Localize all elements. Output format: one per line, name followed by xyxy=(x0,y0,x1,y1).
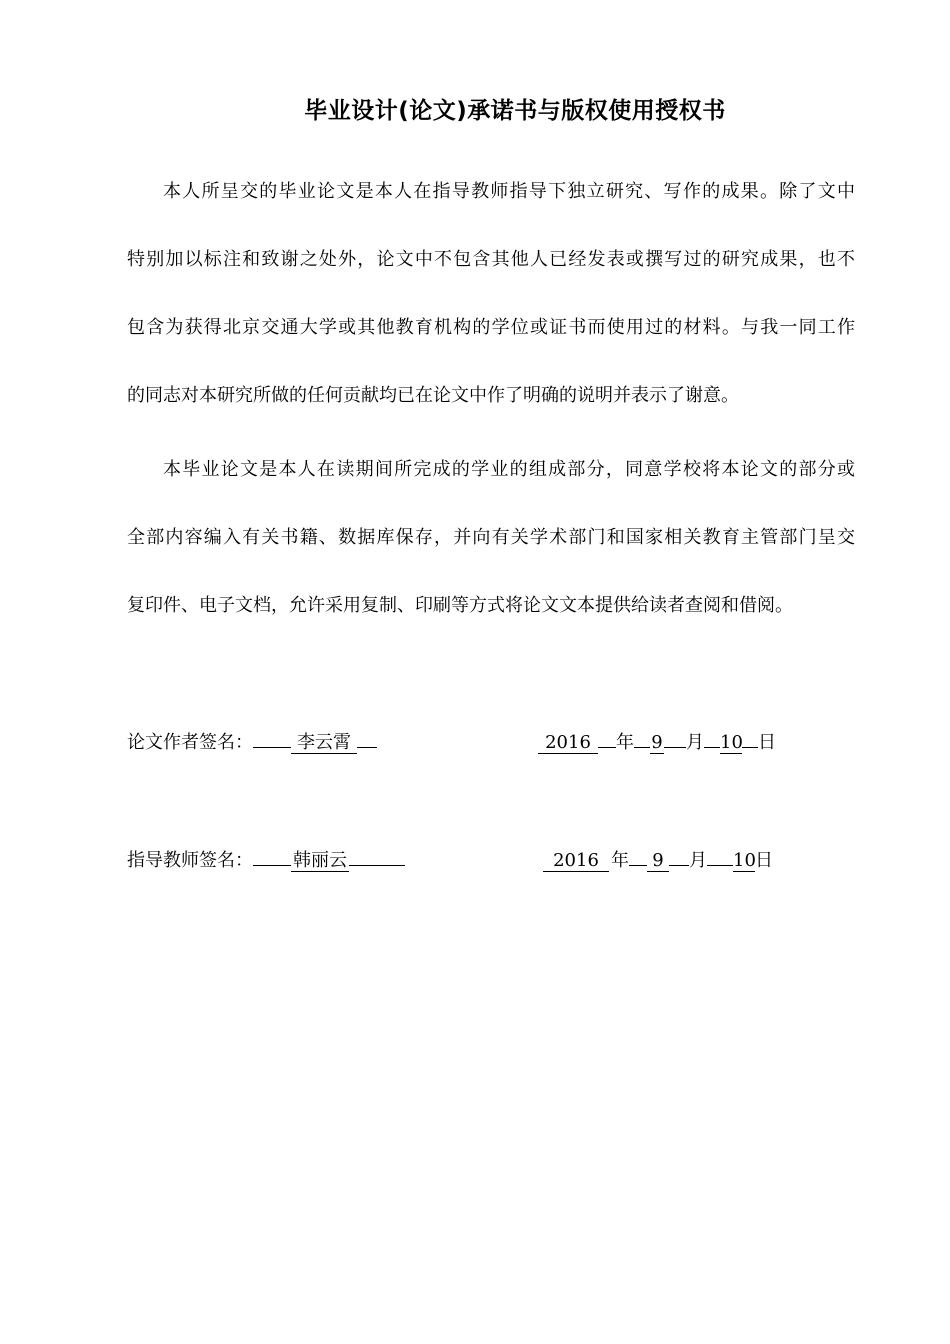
paragraph-line: 全部内容编入有关书籍、数据库保存，并向有关学术部门和国家相关教育主管部门呈交 xyxy=(127,527,855,548)
paragraph-line: 的同志对本研究所做的任何贡献均已在论文中作了明确的说明并表示了谢意。 xyxy=(127,385,739,406)
month-unit: 月 xyxy=(686,732,704,753)
paragraph-line: 本毕业论文是本人在读期间所完成的学业的组成部分，同意学校将本论文的部分或 xyxy=(163,459,855,480)
advisor-date-month: 9 xyxy=(647,851,669,872)
month-unit: 月 xyxy=(689,850,707,871)
signature-underline xyxy=(598,747,616,748)
author-signature-date xyxy=(538,728,776,754)
signature-underline xyxy=(349,865,405,866)
author-date-month: 9 xyxy=(651,732,663,753)
day-unit: 日 xyxy=(755,850,773,871)
advisor-signature-row xyxy=(127,846,405,872)
paragraph-line: 包含为获得北京交通大学或其他教育机构的学位或证书而使用过的材料。与我一同工作 xyxy=(127,317,855,338)
signature-underline xyxy=(704,747,720,748)
advisor-date-year: 2016 xyxy=(543,851,609,872)
advisor-date-day: 10 xyxy=(733,850,756,871)
advisor-signature-date xyxy=(543,846,773,872)
author-signature-label: 论文作者签名： xyxy=(127,732,253,753)
signature-underline xyxy=(634,747,650,748)
advisor-signature-name: 韩丽云 xyxy=(293,850,347,871)
page-title: 毕业设计(论文)承诺书与版权使用授权书 xyxy=(304,98,726,124)
signature-underline xyxy=(742,747,758,748)
paragraph-line: 本人所呈交的毕业论文是本人在指导教师指导下独立研究、写作的成果。除了文中 xyxy=(163,181,855,202)
commitment-paragraph xyxy=(127,158,855,430)
author-date-year: 2016 xyxy=(538,733,598,754)
signature-underline xyxy=(357,747,377,748)
signature-underline xyxy=(629,865,647,866)
signature-underline xyxy=(253,865,291,866)
author-signature-row xyxy=(127,728,377,754)
author-date-day: 10 xyxy=(720,732,743,753)
signature-underline xyxy=(253,747,291,748)
signature-underline xyxy=(669,865,689,866)
paragraph-line: 复印件、电子文档，允许采用复制、印刷等方式将论文文本提供给读者查阅和借阅。 xyxy=(127,595,793,616)
year-unit: 年 xyxy=(611,850,629,871)
day-unit: 日 xyxy=(758,732,776,753)
author-signature-name: 李云霄 xyxy=(291,733,357,754)
authorization-paragraph xyxy=(127,436,855,640)
signature-underline xyxy=(707,865,733,866)
year-unit: 年 xyxy=(616,732,634,753)
advisor-signature-label: 指导教师签名： xyxy=(127,850,253,871)
paragraph-line: 特别加以标注和致谢之处外，论文中不包含其他人已经发表或撰写过的研究成果，也不 xyxy=(127,249,855,270)
signature-underline xyxy=(664,747,686,748)
